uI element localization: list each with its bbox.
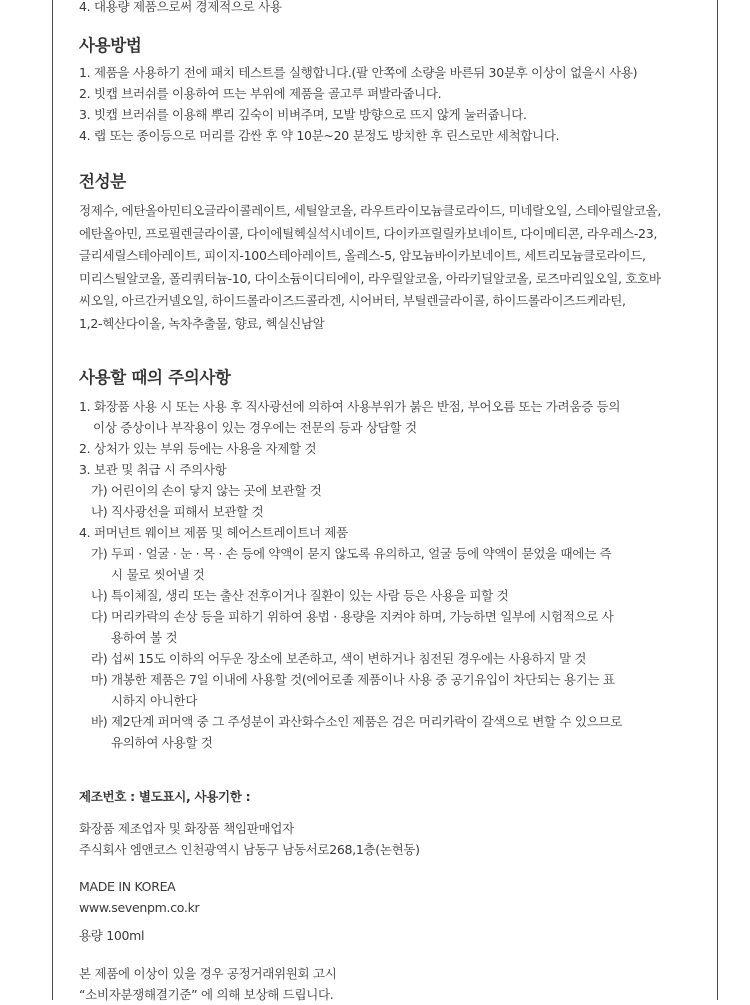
caution-item-2: 2. 상처가 있는 부위 등에는 사용을 자제할 것 [79,441,317,456]
usage-step-4: 4. 랩 또는 종이등으로 머리를 감싼 후 약 10분~20 분정도 방치한 후 린스로만 세척합니다. [79,128,560,143]
caution-item-4-f-cont: 유의하여 사용할 것 [111,735,213,750]
caution-item-4-e-cont: 시하지 아니한다 [111,693,198,708]
manufacturer-block [79,818,420,860]
caution-item-3-b: 나) 직사광선을 피해서 보관할 것 [91,504,264,519]
ingredients-line: 미리스틸알코올, 폴리쿼터늄-10, 다이소듐이디티에이, 라우릴알코올, 아라키딜알코올, 로즈마리잎오일, 호호바 [79,270,661,286]
ingredients-heading: 전성분 [79,172,126,191]
usage-step-1: 1. 제품을 사용하기 전에 패치 테스트를 실행합니다.(팔 안쪽에 소량을 바른뒤 30분후 이상이 없을시 사용) [79,65,638,80]
caution-item-4-e: 마) 개봉한 제품은 7일 이내에 사용할 것(에어로졸 제품이나 사용 중 공기유입이 차단되는 용기는 표 [91,672,615,687]
usage-list [79,62,637,146]
usage-heading: 사용방법 [79,36,142,55]
ingredients-line: 정제수, 에탄올아민티오글라이콜레이트, 세틸알코올, 라우트라이모늄클로라이드, 미네랄오일, 스테아릴알코올, [79,203,662,218]
compensation-notice [79,963,337,1005]
usage-step-2: 2. 빗캡 브러쉬를 이용하여 뜨는 부위에 제품을 골고루 펴발라줍니다. [79,86,442,101]
made-in: MADE IN KOREA [79,879,176,894]
caution-item-1-cont: 이상 증상이나 부작용이 있는 경우에는 전문의 등과 상담할 것 [93,420,417,435]
ingredients-line: 씨오일, 아르간커넬오일, 하이드롤라이즈드콜라겐, 시어버터, 부틸렌글라이콜, 하이드롤라이즈드케라틴, [79,293,626,308]
caution-item-4-c-cont: 용하여 볼 것 [111,630,178,645]
usage-step-3: 3. 빗캡 브러쉬를 이용해 뿌리 깊숙이 비벼주며, 모발 방향으로 뜨지 않게 눌러줍니다. [79,107,527,122]
website-link[interactable]: www.sevenpm.co.kr [79,900,200,915]
notice-line-2: “소비자분쟁해결기준” 에 의해 보상해 드립니다. [79,987,334,1002]
serial-expiry: 제조번호 : 별도표시, 사용기한 : [79,789,251,804]
ingredients-line: 에탄올아민, 프로필렌글라이콜, 다이에틸헥실석시네이트, 다이카프릴릴카보네이트, 다이메티콘, 라우레스-23, [79,225,658,241]
caution-item-4: 4. 퍼머넌트 웨이브 제품 및 헤어스트레이트너 제품 [79,525,348,540]
caution-item-1: 1. 화장품 사용 시 또는 사용 후 직사광선에 의하여 사용부위가 붉은 반점, 부어오름 또는 가려움증 등의 [79,399,621,414]
cautions-list [79,396,622,753]
feature-item-4: 4. 대용량 제품으로써 경제적으로 사용 [79,0,282,14]
ingredients-line: 1,2-헥산다이올, 녹차추출물, 향료, 헥실신남알 [79,315,325,331]
cautions-heading: 사용할 때의 주의사항 [79,368,231,387]
ingredients-line: 글리세릴스테아레이트, 피이지-100스테아레이트, 올레스-5, 암모늄바이카보네이트, 세트리모늄클로라이드, [79,248,646,263]
ingredients-list [79,200,661,335]
origin-block [79,876,199,918]
manufacturer-detail: 주식회사 엠앤코스 인천광역시 남동구 남동서로268,1층(논현동) [79,842,420,857]
caution-item-4-a: 가) 두피 · 얼굴 · 눈 · 목 · 손 등에 약액이 묻지 않도록 유의하고, 얼굴 등에 약액이 묻었을 때에는 즉 [91,546,612,561]
caution-item-3: 3. 보관 및 취급 시 주의사항 [79,462,227,477]
manufacturer-title: 화장품 제조업자 및 화장품 책임판매업자 [79,821,294,836]
volume: 용량 100ml [79,928,145,943]
caution-item-4-c: 다) 머리카락의 손상 등을 피하기 위하여 용법 · 용량을 지켜야 하며, 가능하면 일부에 시험적으로 사 [91,609,614,624]
caution-item-4-a-cont: 시 물로 씻어낼 것 [111,567,205,582]
caution-item-4-b: 나) 특이체질, 생리 또는 출산 전후이거나 질환이 있는 사람 등은 사용을 피할 것 [91,588,509,603]
caution-item-4-f: 바) 제2단계 퍼머액 중 그 주성분이 과산화수소인 제품은 검은 머리카락이 갈색으로 변할 수 있으므로 [91,714,622,729]
caution-item-3-a: 가) 어린이의 손이 닿지 않는 곳에 보관할 것 [91,483,322,498]
caution-item-4-d: 라) 섭씨 15도 이하의 어두운 장소에 보존하고, 색이 변하거나 침전된 경우에는 사용하지 말 것 [91,651,587,666]
notice-line-1: 본 제품에 이상이 있을 경우 공정거래위원회 고시 [79,966,337,981]
